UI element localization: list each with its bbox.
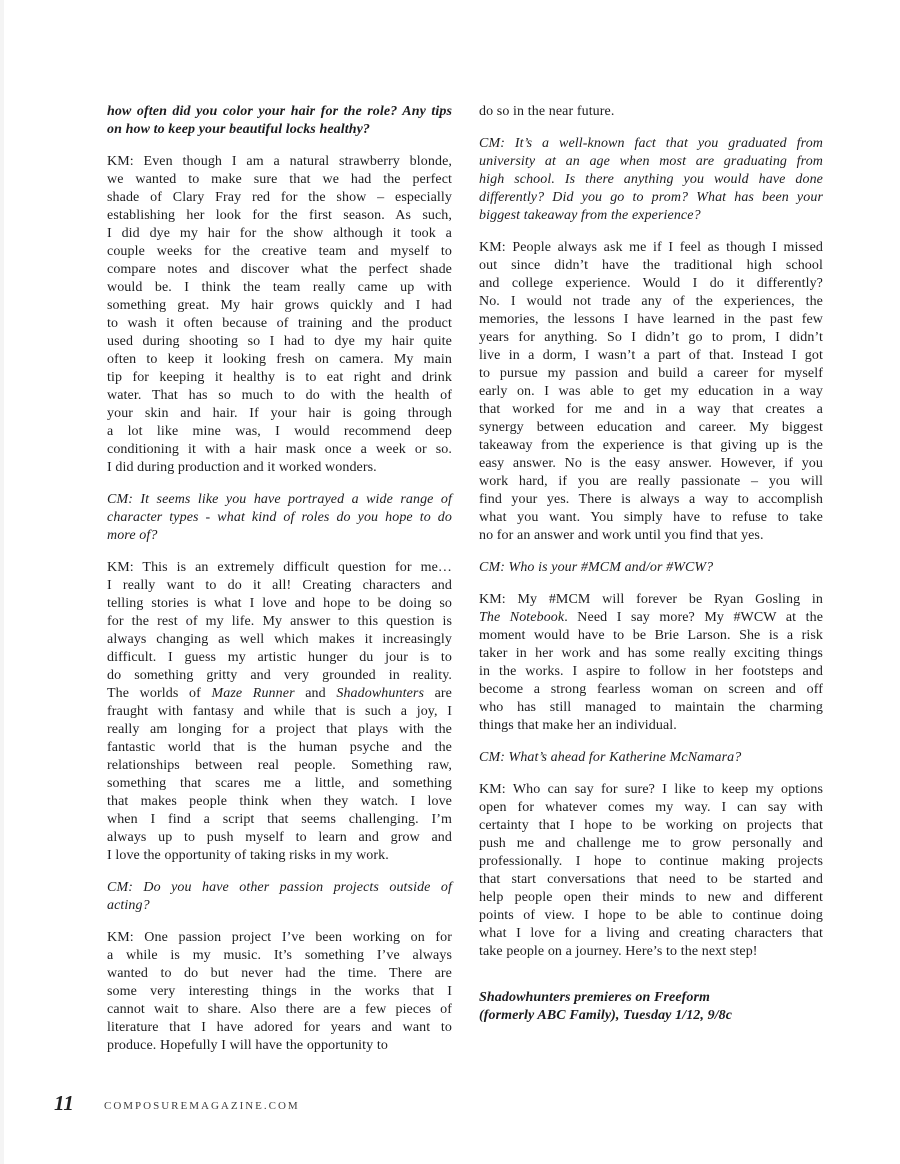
plain-text: are — [424, 686, 452, 701]
text-line: Shadowhunters premieres on Freeform — [479, 990, 711, 1005]
text-line: fraught with fantasy and while that is such a joy, I — [107, 704, 452, 719]
text-line: couple weeks for the creative team and myself to — [107, 244, 452, 259]
text-line: KM: Even though I am a natural strawberry blonde, — [107, 154, 452, 169]
text-line: biggest takeaway from the experience? — [479, 208, 701, 223]
text-line: in the works. I aspire to follow in her footsteps and — [479, 664, 823, 679]
text-line: KM: One passion project I’ve been working on for — [107, 930, 452, 945]
interview-answer — [107, 153, 452, 477]
magazine-website: COMPOSUREMAGAZINE.COM — [104, 1100, 300, 1112]
text-line: tip for keeping it healthy is to eat right and drink — [107, 370, 452, 385]
text-line: really am longing for a project that plays with the — [107, 722, 452, 737]
text-line: how often did you color your hair for the role? Any tips — [107, 104, 452, 119]
italic-title-text: Shadowhunters — [336, 686, 424, 701]
text-line: produce. Hopefully I will have the opportunity to — [107, 1038, 388, 1053]
text-line: do something gritty and very grounded in reality. — [107, 668, 452, 683]
text-line: what I love for a living and creating characters that — [479, 926, 823, 941]
text-line: become a strong fearless woman on screen and off — [479, 682, 823, 697]
page-edge-shadow — [0, 0, 4, 1164]
text-line: KM: This is an extremely difficult question for me… — [107, 560, 452, 575]
text-line: some very interesting things in the works that I — [107, 984, 452, 999]
text-line: moment would have to be Brie Larson. She is a risk — [479, 628, 823, 643]
interview-answer — [107, 559, 452, 865]
text-line: used during shooting so I had to dye my hair quite — [107, 334, 452, 349]
text-line: always changing as well which makes it increasingly — [107, 632, 452, 647]
text-line: for the rest of my life. My answer to this question is — [107, 614, 452, 629]
text-line: relationships between real people. Something raw, — [107, 758, 452, 773]
text-line: literature that I have adored for years and want to — [107, 1020, 452, 1035]
text-line: a lot like mine was, I would recommend deep — [107, 424, 452, 439]
interview-answer — [479, 239, 823, 545]
text-line: differently? Did you go to prom? What has been your — [479, 190, 823, 205]
text-line: CM: It’s a well-known fact that you graduated from — [479, 136, 823, 151]
closing-credit — [479, 989, 823, 1025]
text-line: difficult. I guess my artistic hunger du jour is to — [107, 650, 452, 665]
text-line: CM: What’s ahead for Katherine McNamara? — [479, 750, 742, 765]
text-line: I really want to do it all! Creating characters and — [107, 578, 452, 593]
text-line: early on. I was able to get my education in a way — [479, 384, 823, 399]
text-line: no for an answer and work until you find that yes. — [479, 528, 764, 543]
text-line: more of? — [107, 528, 158, 543]
text-line: that worked for me and in a way that creates a — [479, 402, 823, 417]
text-line: synergy between education and career. My biggest — [479, 420, 823, 435]
text-line: cannot wait to share. Also there are a few pieces of — [107, 1002, 452, 1017]
text-line: wanted to do but never had the time. There are — [107, 966, 452, 981]
text-line: when I find a script that seems challenging. I’m — [107, 812, 452, 827]
text-line: KM: My #MCM will forever be Ryan Gosling in — [479, 592, 823, 607]
text-line: (formerly ABC Family), Tuesday 1/12, 9/8c — [479, 1008, 733, 1023]
interview-question — [479, 749, 823, 767]
text-line: fantastic world that is the human psyche and the — [107, 740, 452, 755]
text-line: always up to push myself to learn and grow and — [107, 830, 452, 845]
text-line: we wanted to make sure that we had the perfect — [107, 172, 452, 187]
text-line: conditioning it with a hair mask once a week or so. — [107, 442, 452, 457]
text-line: what you want. You simply have to refuse to take — [479, 510, 823, 525]
interview-question — [479, 559, 823, 577]
text-line: water. That has so much to do with the health of — [107, 388, 452, 403]
text-line — [107, 685, 452, 703]
text-line: work hard, if you are really passionate – you will — [479, 474, 823, 489]
text-line: often to keep it looking fresh on camera. My main — [107, 352, 452, 367]
text-line: things that make her an individual. — [479, 718, 677, 733]
text-line: KM: Who can say for sure? I like to keep my options — [479, 782, 823, 797]
text-line: KM: People always ask me if I feel as though I missed — [479, 240, 823, 255]
text-line: take people on a journey. Here’s to the next step! — [479, 944, 758, 959]
text-line: compare notes and discover what the perfect shade — [107, 262, 452, 277]
text-line: push me and challenge me to grow personally and — [479, 836, 823, 851]
text-line: find your yes. There is always a way to accomplish — [479, 492, 823, 507]
text-line: would be. I think the team really came up with — [107, 280, 452, 295]
text-line — [479, 609, 823, 627]
text-line: high school. Is there anything you would have done — [479, 172, 823, 187]
text-line: something great. My hair grows quickly and I had — [107, 298, 452, 313]
text-line: to wash it often because of training and the product — [107, 316, 452, 331]
italic-title-text: Maze Runner — [211, 686, 295, 701]
right-column — [479, 103, 823, 1025]
interview-question — [479, 135, 823, 225]
text-line: establishing her look for the first season. As such, — [107, 208, 452, 223]
interview-question — [107, 879, 452, 915]
text-line: something that scares me a little, and something — [107, 776, 452, 791]
text-line: CM: Who is your #MCM and/or #WCW? — [479, 560, 714, 575]
text-line: out since didn’t have the traditional high school — [479, 258, 823, 273]
interview-question — [107, 491, 452, 545]
text-line: open for whatever comes my way. I can say with — [479, 800, 823, 815]
italic-title-text: The Notebook — [479, 610, 565, 625]
page-number: 11 — [54, 1091, 74, 1115]
text-line: I did during production and it worked wonders. — [107, 460, 377, 475]
text-line: your skin and hair. If your hair is going through — [107, 406, 452, 421]
interview-question — [107, 103, 452, 139]
text-line: takeaway from the experience is that giving up is the — [479, 438, 823, 453]
text-line: a while is my music. It’s something I’ve always — [107, 948, 452, 963]
text-line: taker in her work and has some really exciting things — [479, 646, 823, 661]
text-line: on how to keep your beautiful locks healthy? — [107, 122, 371, 137]
text-line: help people open their minds to new and different — [479, 890, 823, 905]
text-line: do so in the near future. — [479, 104, 615, 119]
text-line: certainty that I hope to be working on projects that — [479, 818, 823, 833]
text-line: acting? — [107, 898, 150, 913]
text-line: character types - what kind of roles do you hope to do — [107, 510, 452, 525]
text-line: I love the opportunity of taking risks in my work. — [107, 848, 389, 863]
text-line: and college experience. Would I do it differently? — [479, 276, 823, 291]
text-line: easy answer. No is the easy answer. However, if you — [479, 456, 823, 471]
text-line: professionally. I hope to continue making projects — [479, 854, 823, 869]
plain-text: The worlds of — [107, 686, 212, 701]
plain-text: . Need I say more? My #WCW at the — [564, 610, 824, 625]
interview-answer — [479, 103, 823, 121]
text-line: I did dye my hair for the show although it took a — [107, 226, 452, 241]
text-line: that makes people think when they watch. I love — [107, 794, 452, 809]
text-line: memories, the lessons I have learned in the past few — [479, 312, 823, 327]
interview-answer — [479, 781, 823, 961]
text-line: CM: It seems like you have portrayed a wide range of — [107, 492, 452, 507]
text-line: shade of Clary Fray red for the show – especially — [107, 190, 452, 205]
text-line: that start conversations that need to be started and — [479, 872, 823, 887]
text-line: live in a dorm, I wasn’t a part of that. Instead I got — [479, 348, 823, 363]
text-line: telling stories is what I love and hope to be doing so — [107, 596, 452, 611]
text-line: years for anything. So I didn’t go to prom, I didn’t — [479, 330, 823, 345]
plain-text: and — [294, 686, 337, 701]
interview-answer — [479, 591, 823, 735]
text-line: to pursue my passion and build a career for myself — [479, 366, 823, 381]
left-column — [107, 103, 452, 1055]
text-line: who has still managed to maintain the charming — [479, 700, 823, 715]
text-line: points of view. I hope to be able to continue doing — [479, 908, 823, 923]
text-line: university at an age when most are graduating from — [479, 154, 823, 169]
interview-answer — [107, 929, 452, 1055]
text-line: No. I would not trade any of the experiences, the — [479, 294, 823, 309]
text-line: CM: Do you have other passion projects outside of — [107, 880, 452, 895]
